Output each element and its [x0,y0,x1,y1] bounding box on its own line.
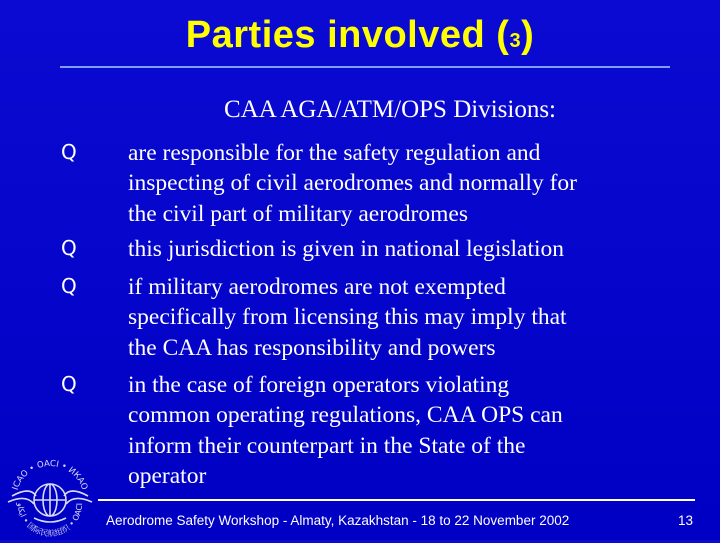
bullet-icon: Q [61,140,77,164]
bullet-icon: Q [61,274,77,298]
page-number: 13 [678,513,694,528]
section-heading: CAA AGA/ATM/OPS Divisions: [223,96,557,123]
title-close: ) [521,14,535,56]
slide-title [0,14,720,57]
bullet-icon: Q [61,372,77,396]
bullet-line: the CAA has responsibility and powers [128,334,496,361]
bullet-item [128,272,688,363]
bullet-item [128,138,688,229]
logo-text-bottom: ايكاو • 国际民航组织 • OACI [15,502,85,538]
bullet-line: are responsible for the safety regulation and [128,140,541,166]
title-rule [60,66,670,68]
title-subscript: 3 [509,30,522,52]
bullet-item [128,370,688,492]
bullet-icon: Q [61,236,77,260]
bullet-line: inform their counterpart in the State of the [128,432,526,459]
bullet-line: the civil part of military aerodromes [128,200,468,227]
logo-text-top: ICAO • OACI • ИКАО [10,458,90,492]
bullet-line: operator [128,463,207,490]
bullet-line: specifically from licensing this may imply that [128,304,567,331]
bullet-line: in the case of foreign operators violating [128,372,510,398]
bullet-line: common operating regulations, CAA OPS can [128,402,563,429]
icao-logo-icon [4,452,96,543]
bullet-line: if military aerodromes are not exempted [128,274,506,300]
title-main: Parties involved ( [185,14,510,56]
bullet-line: inspecting of civil aerodromes and normally for [128,170,577,197]
footer-text: Aerodrome Safety Workshop - Almaty, Kazakhstan - 18 to 22 November 2002 [106,513,570,528]
footer-rule [98,499,695,501]
bullet-item [128,234,688,264]
bullet-line: this jurisdiction is given in national legislation [128,236,565,262]
